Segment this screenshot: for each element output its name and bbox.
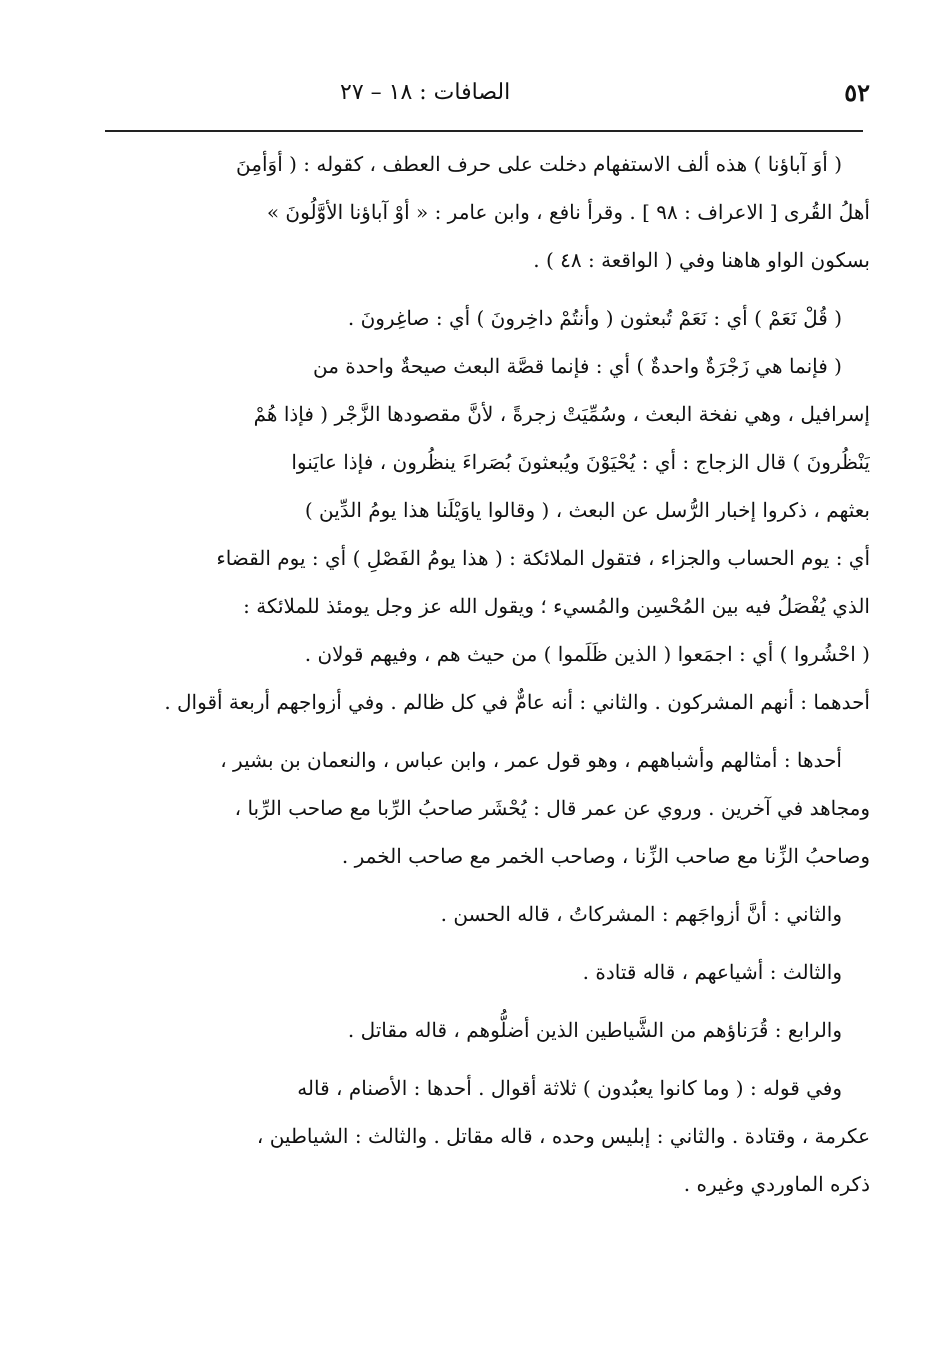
text-line: بسكون الواو هاهنا وفي ( الواقعة : ٤٨ ) . [533,248,870,272]
text-line: بعثهم ، ذكروا إخبار الرُّسل عن البعث ، ( وقالوا ياوَيْلَنا هذا يومُ الدِّين ) [304,498,870,522]
text-line: وصاحبُ الزِّنا مع صاحب الزِّنا ، وصاحب الخمر مع صاحب الخمر . [341,844,870,868]
paragraph-gap [100,284,870,294]
paragraph-gap [100,880,870,890]
text-line: وفي قوله : ( وما كانوا يعبُدون ) ثلاثة أقوال . أحدها : الأصنام ، قاله [297,1076,842,1100]
text-line: ذكره الماوردي وغيره . [683,1172,870,1196]
text-line: ( قُلْ نَعَمْ ) أي : نَعَمْ تُبعثون ( وأنتُمْ داخِرونَ ) أي : صاغِرونَ . [347,306,842,330]
text-line: والرابع : قُرَناؤهم من الشَّياطين الذين أضلُّوهم ، قاله مقاتل . [347,1018,842,1042]
body-text [100,140,870,1208]
text-line: ومجاهد في آخرين . وروي عن عمر قال : يُحْشَر صاحبُ الرِّبا مع صاحب الرِّبا ، [234,796,870,820]
text-line: أي : يوم الحساب والجزاء ، فتقول الملائكة : ( هذا يومُ الفَصْلِ ) أي : يوم القضاء [216,546,870,570]
page-header [100,78,870,126]
paragraph-gap [100,1054,870,1064]
text-line: ( فإنما هي زَجْرَةٌ واحدةٌ ) أي : فإنما قصَّة البعث صيحةٌ واحدة من [312,354,842,378]
page-number: ٥٢ [844,78,870,107]
text-line: والثالث : أشياعهم ، قاله قتادة . [582,960,842,984]
running-title: الصافات : ١٨ – ٢٧ [340,80,511,105]
paragraph-gap [100,726,870,736]
text-line: يَنْظُرونَ ) قال الزجاج : أي : يُحْيَوْنَ ويُبعثونَ بُصَراءَ ينظُرون ، فإذا عايَنوا [291,450,870,474]
paragraph-gap [100,996,870,1006]
text-line: أحدهما : أنهم المشركون . والثاني : أنه عامٌّ في كل ظالم . وفي أزواجهم أربعة أقوال . [164,690,870,714]
text-line: أهلُ القُرى [ الاعراف : ٩٨ ] . وقرأ نافع ، وابن عامر : « أوْ آباؤنا الأوَّلُونَ » [266,200,870,224]
text-line: أحدها : أمثالهم وأشباههم ، وهو قول عمر ، وابن عباس ، والنعمان بن بشير ، [220,748,842,772]
paragraph-gap [100,938,870,948]
text-line: عكرمة ، وقتادة . والثاني : إبليس وحده ، قاله مقاتل . والثالث : الشياطين ، [256,1124,870,1148]
text-line: والثاني : أنَّ أزواجَهم : المشركاتُ ، قاله الحسن . [440,902,842,926]
text-line: ( أوَ آباؤنا ) هذه ألف الاستفهام دخلت على حرف العطف ، كقوله : ( أوَأمِنَ [236,152,842,176]
header-divider [105,130,863,132]
text-line: الذي يُفْصَلُ فيه بين المُحْسِن والمُسيء ؛ ويقول الله عز وجل يومئذ للملائكة : [243,594,870,618]
text-line: ( احْشُروا ) أي : اجمَعوا ( الذين ظَلَموا ) من حيث هم ، وفيهم قولان . [304,642,870,666]
text-line: إسرافيل ، وهي نفخة البعث ، وسُمِّيَتْ زجرةً ، لأنَّ مقصودها الزَّجْر ( فإذا هُمْ [253,402,870,426]
